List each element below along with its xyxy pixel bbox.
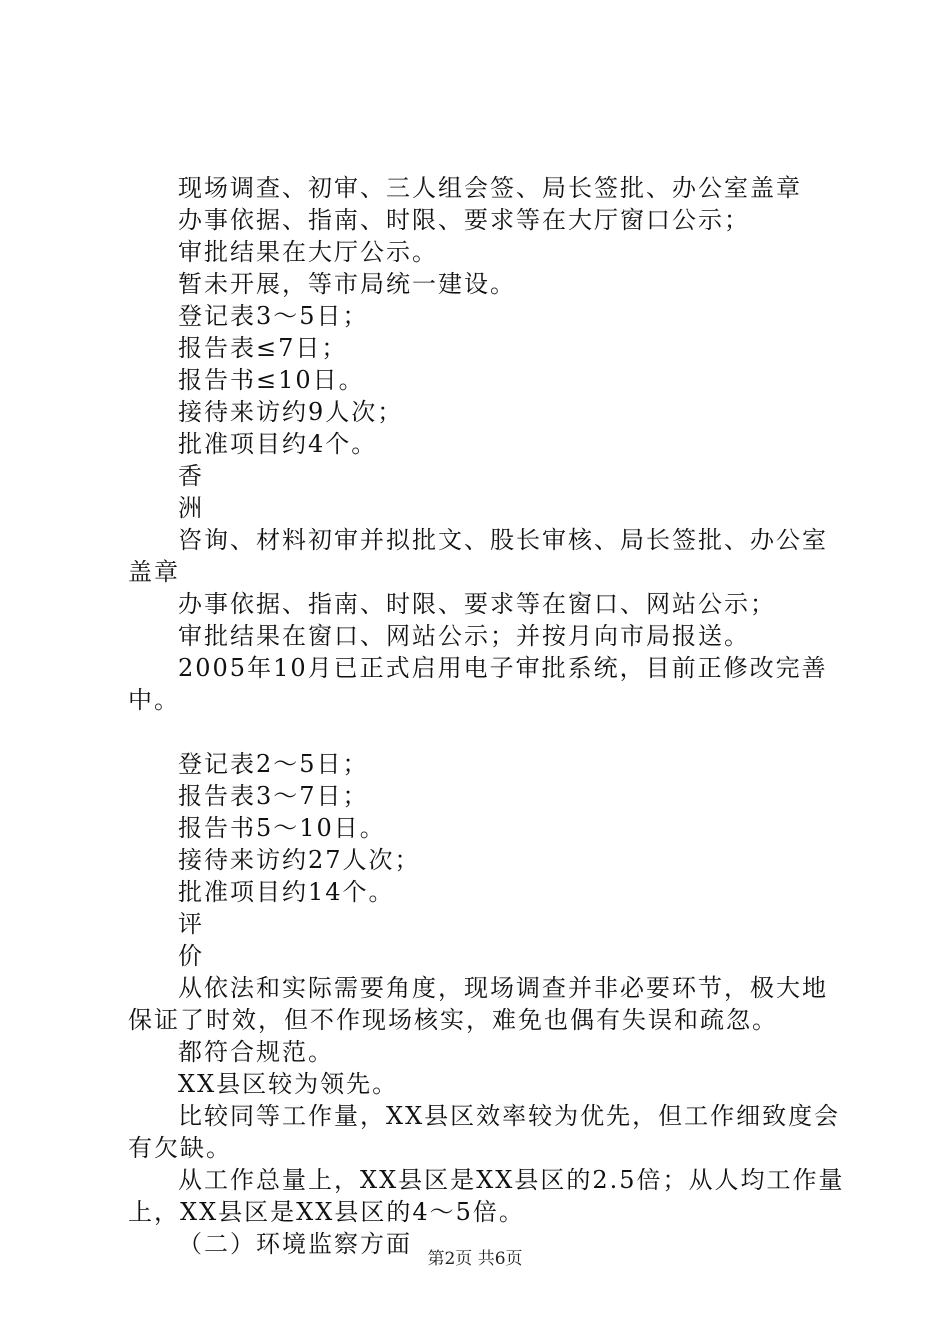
paragraph: 办事依据、指南、时限、要求等在窗口、网站公示； (178, 590, 776, 618)
paragraph: 现场调查、初审、三人组会签、局长签批、办公室盖章 (178, 174, 802, 202)
paragraph: （二）环境监察方面 (178, 1230, 412, 1258)
paragraph: 报告表3～7日； (178, 782, 369, 810)
paragraph: 从依法和实际需要角度，现场调查并非必要环节，极大地保证了时效，但不作现场核实，难免也偶有失误和疏忽。 (128, 974, 828, 1034)
paragraph: 批准项目约14个。 (178, 878, 395, 906)
paragraph: XX县区较为领先。 (178, 1070, 399, 1098)
paragraph: 审批结果在窗口、网站公示；并按月向市局报送。 (178, 622, 750, 650)
paragraph: 从工作总量上，XX县区是XX县区的2.5倍；从人均工作量上，XX县区是XX县区的4～5倍。 (128, 1166, 845, 1226)
paragraph: 接待来访约27人次； (178, 846, 421, 874)
paragraph: 报告书5～10日。 (178, 814, 386, 842)
paragraph: 审批结果在大厅公示。 (178, 238, 438, 266)
paragraph: 批准项目约4个。 (178, 430, 378, 458)
paragraph: 价 (178, 942, 204, 970)
paragraph: 2005年10月已正式启用电子审批系统，目前正修改完善中。 (128, 654, 828, 714)
page-number-footer: 第2页 共6页 (427, 1249, 523, 1269)
paragraph: 报告书≤10日。 (178, 366, 365, 394)
paragraph: 洲 (178, 494, 204, 522)
paragraph: 办事依据、指南、时限、要求等在大厅窗口公示； (178, 206, 750, 234)
blank-line (128, 716, 848, 748)
paragraph: 登记表3～5日； (178, 302, 369, 330)
paragraph: 咨询、材料初审并拟批文、股长审核、局长签批、办公室盖章 (128, 526, 828, 586)
paragraph: 比较同等工作量，XX县区效率较为优先，但工作细致度会有欠缺。 (128, 1102, 841, 1162)
paragraph: 评 (178, 910, 204, 938)
paragraph: 报告表≤7日； (178, 334, 348, 362)
document-body (128, 172, 848, 1260)
paragraph: 暂未开展，等市局统一建设。 (178, 270, 516, 298)
paragraph: 都符合规范。 (178, 1038, 334, 1066)
paragraph: 香 (178, 462, 204, 490)
paragraph: 接待来访约9人次； (178, 398, 404, 426)
paragraph: 登记表2～5日； (178, 750, 369, 778)
